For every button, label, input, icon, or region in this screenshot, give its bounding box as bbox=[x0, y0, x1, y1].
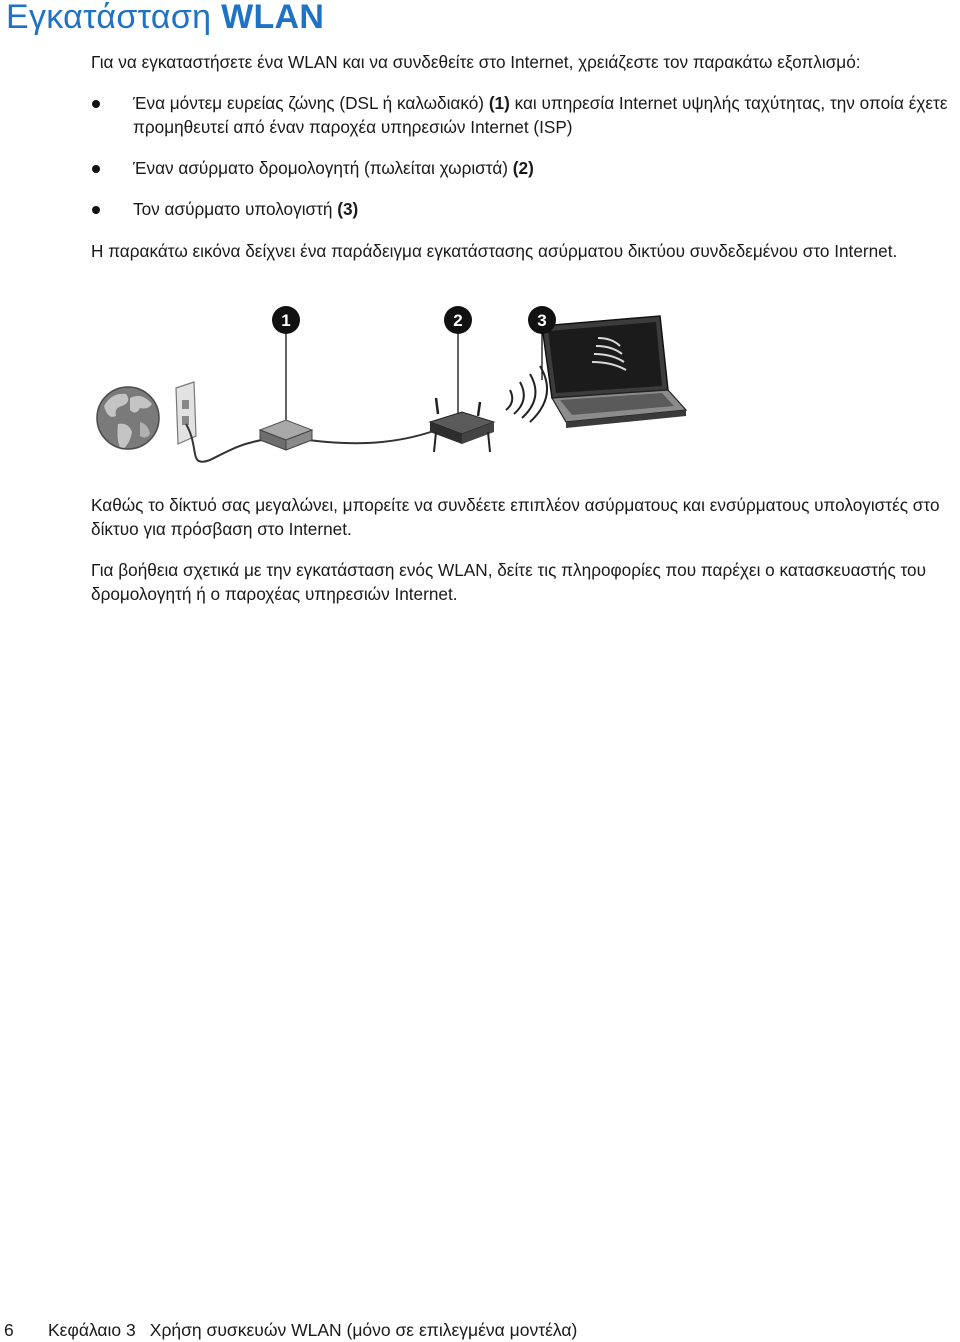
bullet-icon bbox=[92, 206, 100, 214]
list-item bbox=[91, 197, 951, 221]
equipment-list bbox=[91, 91, 951, 238]
router-icon bbox=[430, 398, 494, 452]
figure-caption-paragraph: Η παρακάτω εικόνα δείχνει ένα παράδειγμα εγκατάστασης ασύρματου δικτύου συνδεδεμένου στο Internet. bbox=[91, 241, 898, 261]
list-item bbox=[91, 156, 951, 180]
list-item-ref: (2) bbox=[512, 158, 534, 178]
footer-chapter-title: Χρήση συσκευών WLAN (μόνο σε επιλεγμένα μοντέλα) bbox=[149, 1320, 578, 1340]
help-paragraph: Για βοήθεια σχετικά με την εγκατάσταση ενός WLAN, δείτε τις πληροφορίες που παρέχει ο κατασκευαστής του δρομολογητή ή ο παροχέας υπηρεσιών Internet. bbox=[91, 560, 927, 604]
modem-icon bbox=[260, 420, 312, 450]
callout-2-label: 2 bbox=[453, 311, 463, 330]
bullet-icon bbox=[92, 100, 100, 108]
page-footer bbox=[4, 1318, 577, 1342]
wall-jack-icon bbox=[176, 382, 196, 444]
list-item-text: Έναν ασύρματο δρομολογητή (πωλείται χωριστά) bbox=[133, 158, 513, 178]
network-growth-paragraph: Καθώς το δίκτυό σας μεγαλώνει, μπορείτε να συνδέετε επιπλέον ασύρματους και ενσύρματους υπολογιστές στο δίκτυο για πρόσβαση στο Internet. bbox=[91, 495, 940, 539]
intro-paragraph: Για να εγκαταστήσετε ένα WLAN και να συνδεθείτε στο Internet, χρειάζεστε τον παρακάτω εξοπλισμό: bbox=[91, 52, 861, 72]
page-number: 6 bbox=[4, 1320, 14, 1340]
page-title bbox=[6, 0, 324, 38]
callout-3-label: 3 bbox=[537, 311, 547, 330]
globe-icon bbox=[97, 387, 159, 450]
callout-1-label: 1 bbox=[281, 311, 291, 330]
router-wifi-waves-icon bbox=[506, 366, 547, 422]
list-item bbox=[91, 91, 951, 139]
footer-chapter: Κεφάλαιο 3 bbox=[48, 1320, 136, 1340]
list-item-text: Τον ασύρματο υπολογιστή bbox=[133, 199, 338, 219]
page-title-wlan: WLAN bbox=[221, 0, 325, 36]
page-title-text: Εγκατάσταση bbox=[6, 0, 222, 36]
list-item-text-after: και υπηρεσία Internet υψηλής ταχύτητας, την οποία έχετε προμηθευτεί από έναν παροχέα υπηρεσιών Internet (ISP) bbox=[133, 93, 948, 137]
list-item-ref: (1) bbox=[488, 93, 510, 113]
phone-cable bbox=[186, 424, 262, 462]
network-diagram bbox=[90, 298, 690, 470]
bullet-icon bbox=[92, 165, 100, 173]
list-item-text: Ένα μόντεμ ευρείας ζώνης (DSL ή καλωδιακό) bbox=[133, 93, 489, 113]
list-item-ref: (3) bbox=[337, 199, 359, 219]
laptop-icon bbox=[542, 316, 686, 428]
ethernet-cable bbox=[308, 428, 442, 443]
